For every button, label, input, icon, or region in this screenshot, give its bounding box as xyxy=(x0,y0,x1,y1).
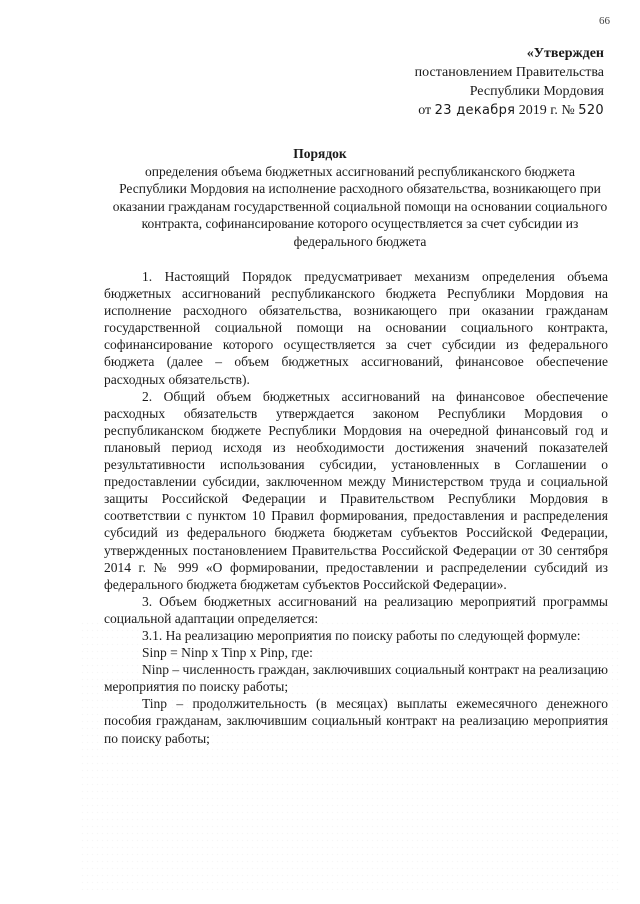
approval-date-value: 23 декабря xyxy=(434,103,516,118)
paragraph: 2. Общий объем бюджетных ассигнований на финансовое обеспечение расходных обязательств утверждается законом Республики Мордовия о республиканском бюджете Республики Мордовия на очередной финансовый год и плановый период исходя из необходимости достижения значений показателей результативности использования субсидии, установленных в Соглашении о предоставлении субсидии, заключенном между Министерством труда и социальной защиты Российской Федерации и Правительством Республики Мордовия в соответствии с пунктом 10 Правил формирования, предоставления и распределения субсидий из федерального бюджета бюджетам субъектов Российской Федерации, утвержденных постановлением Правительства Российской Федерации от 30 сентября 2014 г. № 999 «О формировании, предоставлении и распределении субсидий из федерального бюджета бюджетам субъектов Российской Федерации». xyxy=(104,388,608,592)
approval-authority: постановлением Правительства xyxy=(414,65,604,80)
paragraph: Ninp – численность граждан, заключивших социальный контракт на реализацию мероприятия по поиску работы; xyxy=(104,662,608,695)
approval-number: 520 xyxy=(578,103,604,118)
approval-date-prefix: от xyxy=(418,103,432,118)
approval-date-line xyxy=(415,101,604,120)
formula: Sinp = Ninp x Tinp x Pinp, где: xyxy=(142,645,313,661)
approval-heading: «Утвержден xyxy=(526,46,604,61)
paragraph: Tinp – продолжительность (в месяцах) выплаты ежемесячного денежного пособия гражданам, заключившим социальный контракт на реализацию мероприятия по поиску работы; xyxy=(104,696,608,746)
paragraph: 3.1. На реализацию мероприятия по поиску работы по следующей формуле: xyxy=(142,627,581,643)
approval-year: 2019 г. № xyxy=(518,103,575,118)
document-body xyxy=(104,268,608,747)
approval-block xyxy=(415,44,604,120)
approval-region: Республики Мордовия xyxy=(469,84,604,99)
paragraph: 1. Настоящий Порядок предусматривает механизм определения объема бюджетных ассигнований республиканского бюджета Республики Мордовия на исполнение расходного обязательства, возникающего при оказании гражданам государственной социальной помощи на основании социального контракта, софинансирование которого осуществляется за счет субсидии из федерального бюджета (далее – объем бюджетных ассигнований, финансовое обеспечение расходных обязательств). xyxy=(104,269,608,387)
paragraph: 3. Объем бюджетных ассигнований на реализацию мероприятий программы социальной адаптации определяется: xyxy=(104,593,608,626)
page-number: 66 xyxy=(599,15,610,27)
document-subtitle: определения объема бюджетных ассигнований республиканского бюджета Республики Мордовия на исполнение расходного обязательства, возникающего при оказании гражданам государственной социальной помощи на основании социального контракта, софинансирование которого осуществляется за счет субсидии из федерального бюджета xyxy=(112,164,608,249)
document-title: Порядок xyxy=(293,146,347,161)
